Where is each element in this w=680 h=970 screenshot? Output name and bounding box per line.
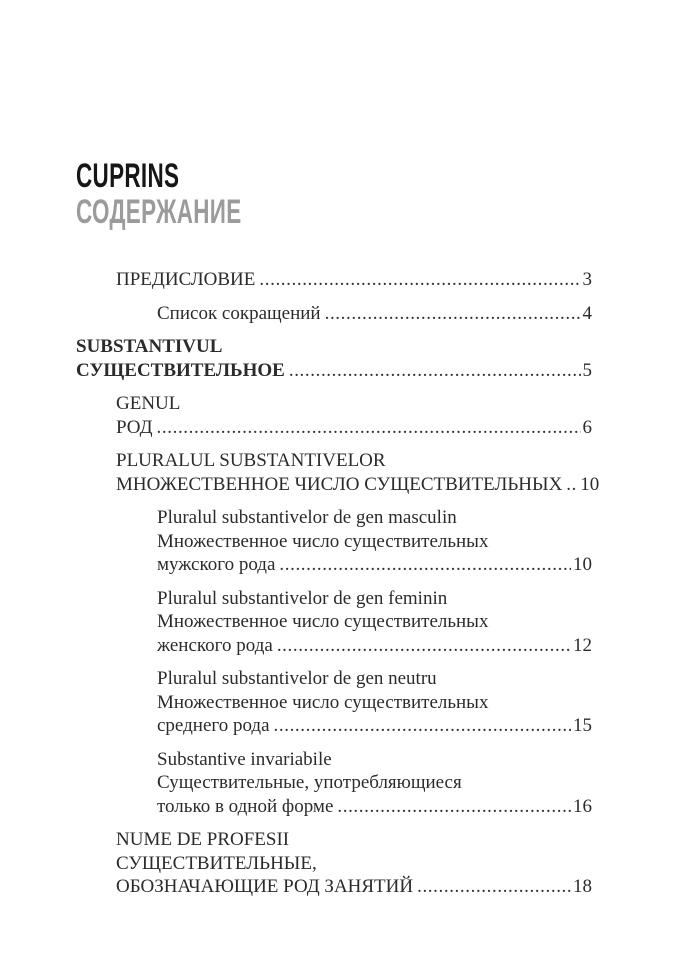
- toc-entry: [76, 302, 592, 326]
- dotted-leader: [279, 553, 571, 577]
- toc-entry-text: ОБОЗНАЧАЮЩИЕ РОД ЗАНЯТИЙ: [116, 876, 414, 897]
- dotted-leader: [277, 634, 571, 658]
- toc-line: [116, 268, 592, 292]
- toc-line: [157, 748, 592, 772]
- toc-line: [76, 359, 592, 383]
- toc-entry-text: PLURALUL SUBSTANTIVELOR: [116, 450, 386, 471]
- toc-line: [116, 828, 592, 852]
- toc-page-number: 15: [573, 715, 592, 736]
- toc-page-number: 12: [573, 634, 592, 656]
- toc-entry-text: женского рода: [157, 634, 273, 656]
- dotted-leader: [417, 875, 571, 899]
- toc-entry-text: только в одной форме: [157, 795, 334, 817]
- toc-line: [116, 852, 592, 876]
- toc-entry-text: СУЩЕСТВИТЕЛЬНОЕ: [76, 359, 285, 381]
- dotted-leader: [289, 359, 581, 383]
- toc-line: [157, 771, 592, 795]
- toc-line: [157, 302, 592, 326]
- toc-line: [157, 610, 592, 634]
- toc-entry: [76, 748, 592, 819]
- toc-entry-text: Список сокращений: [157, 302, 321, 324]
- toc-entry-text: NUME DE PROFESII: [116, 829, 290, 850]
- toc-line: [116, 416, 592, 440]
- toc-line: [76, 335, 592, 359]
- dotted-leader: [157, 416, 581, 440]
- toc-line: [157, 587, 592, 611]
- toc-line: [116, 449, 592, 473]
- toc-entry: [76, 506, 592, 577]
- toc-entry: [76, 667, 592, 738]
- toc-line: [157, 634, 592, 658]
- toc-line: [157, 667, 592, 691]
- toc-line: [157, 691, 592, 715]
- toc-page-number: 6: [582, 416, 592, 438]
- toc-entry-text: SUBSTANTIVUL: [76, 336, 223, 357]
- toc-entry-text: Множественное число существительных: [157, 530, 489, 552]
- toc-page-number: 3: [582, 269, 592, 290]
- toc-page-number: 18: [573, 876, 592, 897]
- toc-line: [157, 714, 592, 738]
- toc-page-number: 5: [582, 359, 592, 381]
- toc-line: [116, 392, 592, 416]
- page-title-russian: СОДЕРЖАНИЕ: [76, 193, 242, 231]
- toc-entry-text: МНОЖЕСТВЕННОЕ ЧИСЛО СУЩЕСТВИТЕЛЬНЫХ: [116, 473, 563, 495]
- toc-entry-text: Множественное число существительных: [157, 611, 489, 632]
- dotted-leader: [325, 302, 581, 326]
- toc-entry: [76, 587, 592, 658]
- toc-entry-text: РОД: [116, 416, 153, 438]
- toc-line: [116, 875, 592, 899]
- toc-page-number: 16: [573, 795, 592, 817]
- toc-page-number: 10: [573, 554, 592, 575]
- toc-entry-text: Pluralul substantivelor de gen masculin: [157, 507, 457, 528]
- toc-entry: [76, 335, 592, 382]
- toc-line: [157, 506, 592, 530]
- toc-page-number: 10: [580, 473, 600, 495]
- toc-list: [76, 268, 600, 909]
- toc-entry: [76, 392, 592, 439]
- page-title: [76, 158, 327, 230]
- toc-entry: [76, 828, 592, 899]
- toc-line: [157, 530, 592, 554]
- toc-entry-text: Pluralul substantivelor de gen feminin: [157, 587, 448, 609]
- toc-page-number: 4: [582, 302, 592, 324]
- page-title-romanian: CUPRINS: [76, 157, 180, 195]
- toc-entry-text: GENUL: [116, 393, 181, 414]
- toc-entry: [76, 449, 600, 496]
- toc-entry-text: ПРЕДИСЛОВИЕ: [116, 269, 256, 290]
- dotted-leader: [259, 268, 580, 292]
- dotted-leader: [274, 714, 571, 738]
- toc-entry: [76, 268, 592, 292]
- toc-entry-text: мужского рода: [157, 554, 276, 575]
- toc-entry-text: СУЩЕСТВИТЕЛЬНЫЕ,: [116, 852, 317, 874]
- toc-line: [116, 473, 600, 497]
- toc-line: [157, 553, 592, 577]
- dotted-leader: [337, 795, 571, 819]
- dotted-leader: [566, 473, 578, 497]
- toc-entry-text: Множественное число существительных: [157, 691, 489, 713]
- toc-entry-text: Существительные, употребляющиеся: [157, 772, 462, 793]
- toc-entry-text: среднего рода: [157, 715, 270, 736]
- toc-entry-text: Pluralul substantivelor de gen neutru: [157, 668, 437, 689]
- toc-line: [157, 795, 592, 819]
- toc-entry-text: Substantive invariabile: [157, 748, 332, 770]
